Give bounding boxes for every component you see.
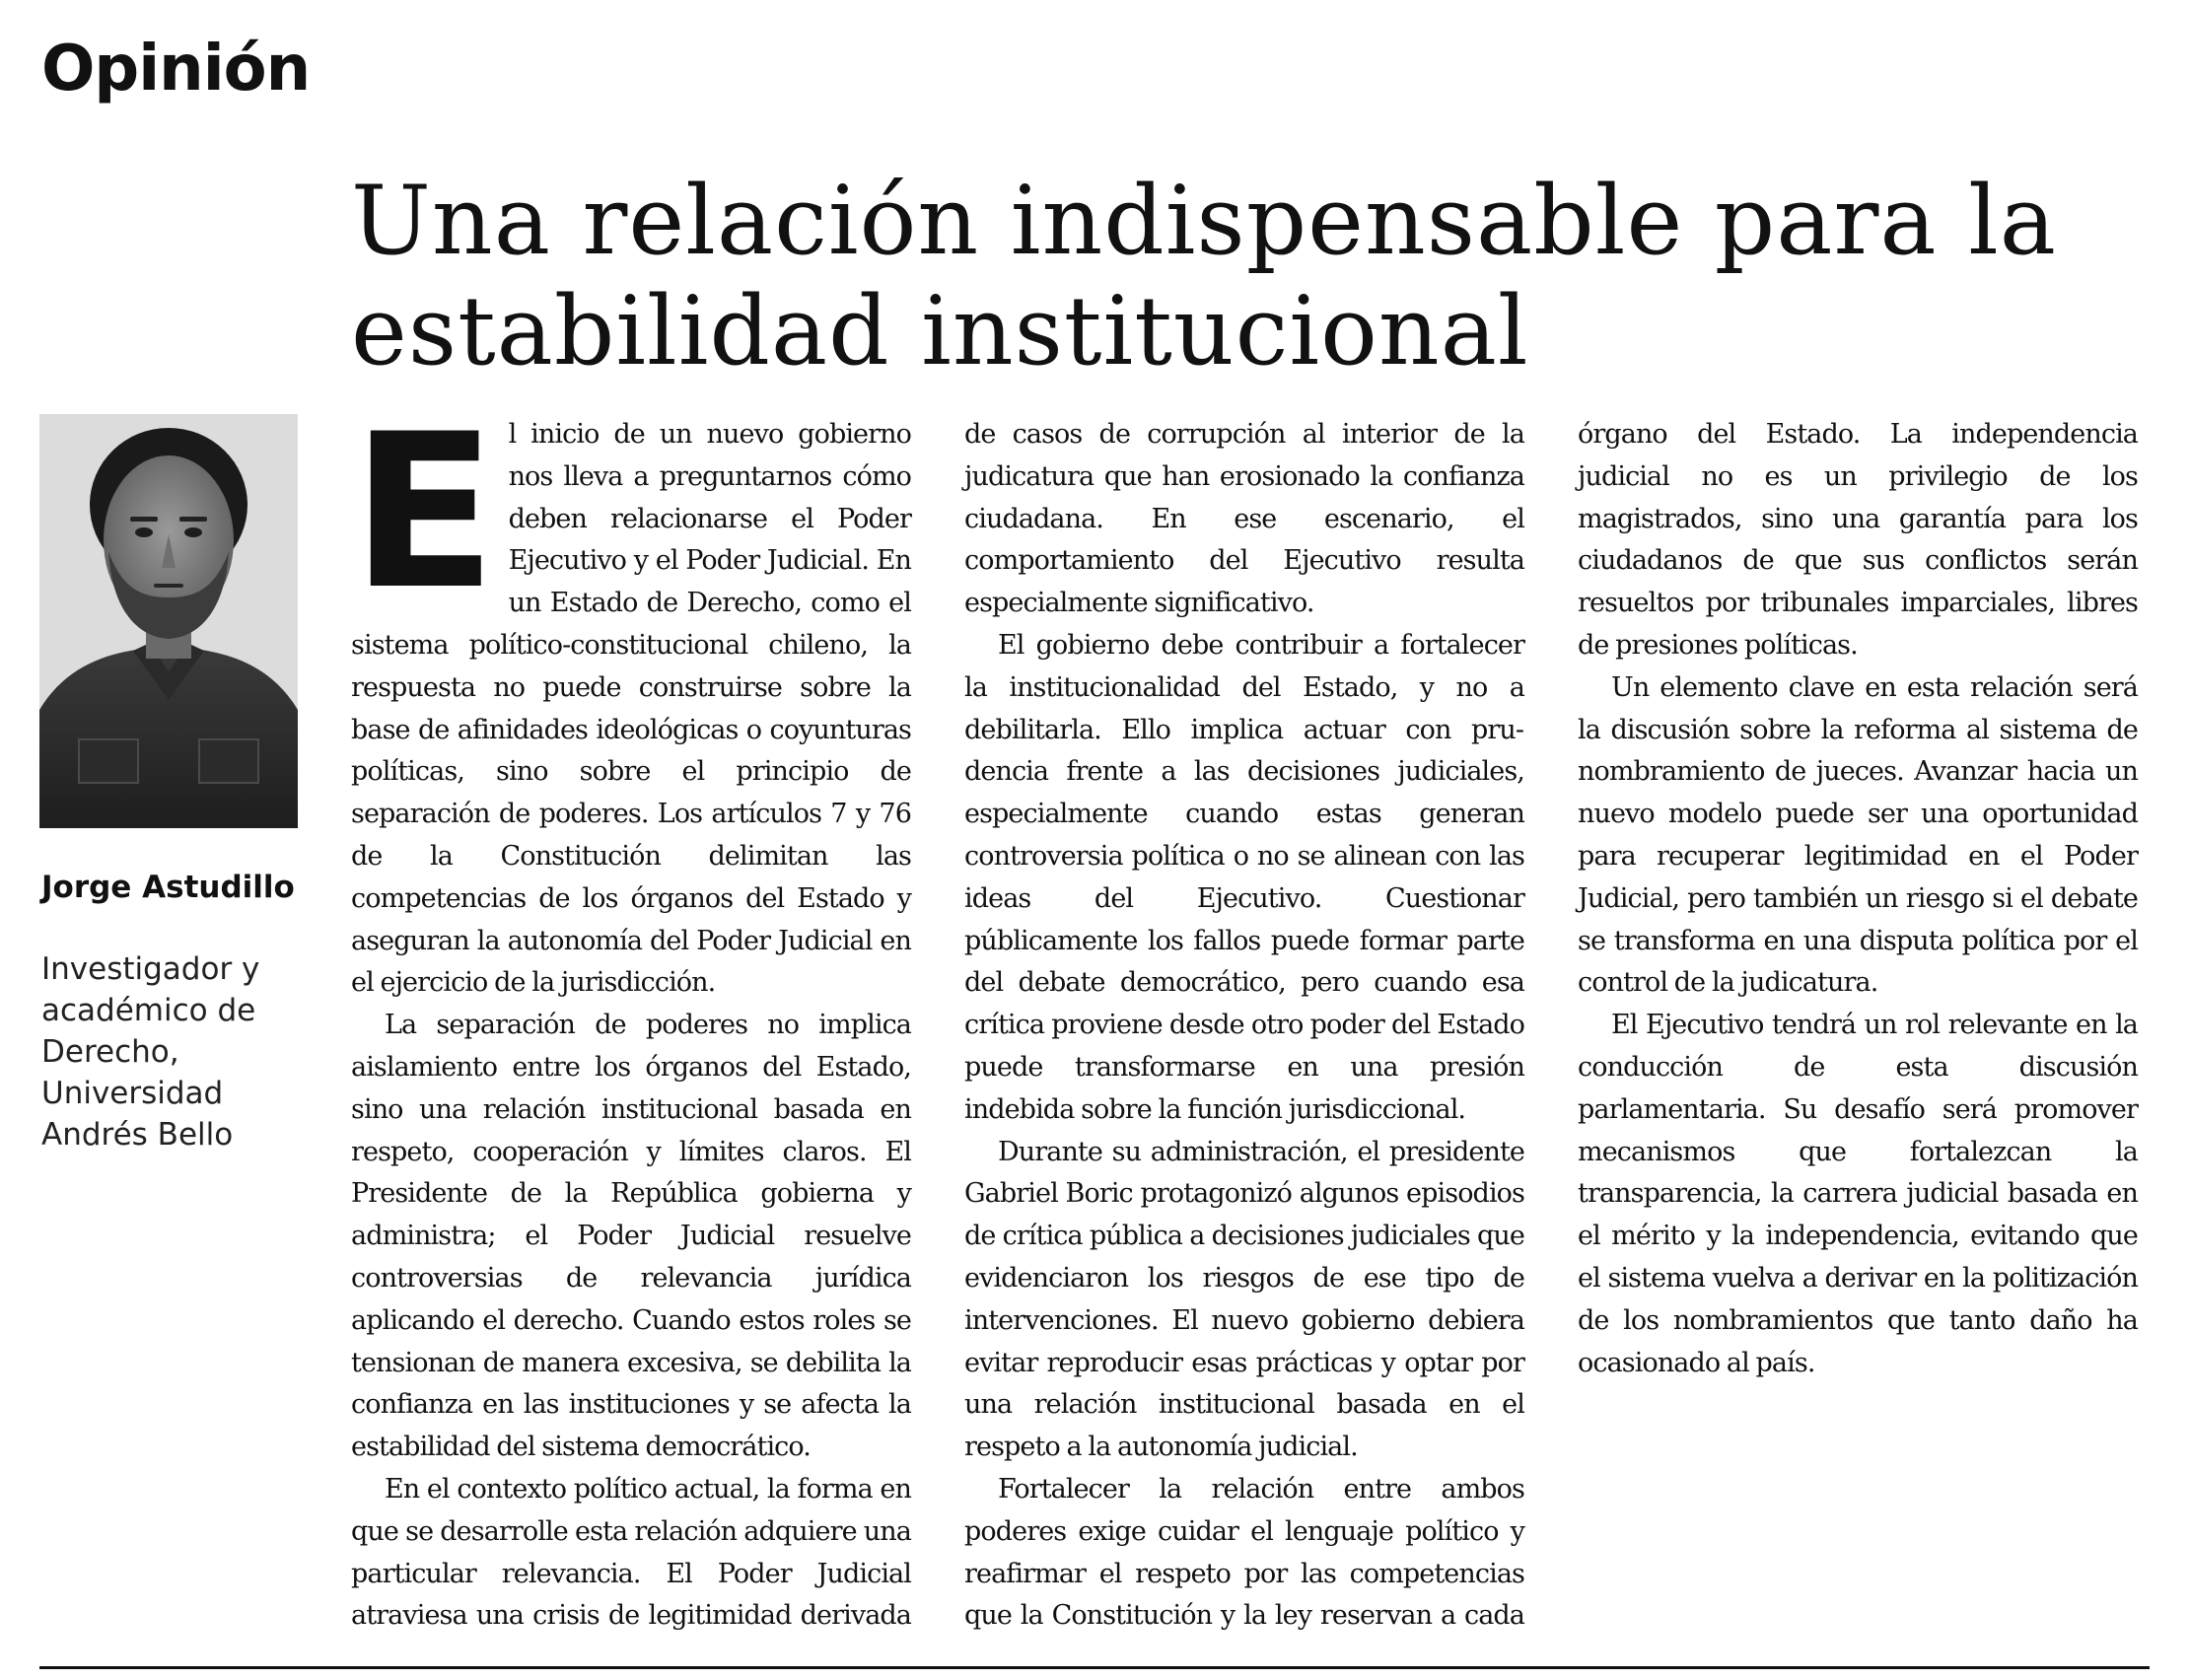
author-photo xyxy=(39,414,298,828)
article-paragraph: El gobierno debe contribuir a fortalecer la institucionalidad del Estado, y no a debilitarla. Ello implica actuar con prudencia frente a las decisiones judiciales, especialmente cuando estas generan controversia política o no se alinean con las ideas del Ejecutivo. Cuestionar públicamente los fallos puede formar parte del debate democrático, pero cuando esa crítica proviene desde otro poder del Estado puede transformarse en una presión indebida sobre la función jurisdiccional. xyxy=(964,629,1524,1125)
drop-cap: E xyxy=(351,388,497,636)
headline: Una relación indispensable para la estabilidad institucional xyxy=(351,166,2058,386)
lead-text: l inicio de un nuevo gobierno nos lleva a preguntarnos cómo deben relacionarse el Poder Ejecutivo y el Poder Judicial. En un Estado de Derecho, como el sistema político-constitucional chileno, la respuesta no puede construirse sobre la base de afinidades ideológicas o coyunturas políticas, sino sobre el principio de separación de poderes. Los artículos 7 y 76 de la Constitución delimitan las competencias de los órganos del Estado y aseguran la autonomía del Poder Judicial en el ejercicio de la jurisdicción. xyxy=(351,419,911,999)
article-paragraph: Durante su administración, el presidente Gabriel Boric protagonizó algunos episodios de crítica pública a decisiones judiciales que evidenciaron los riesgos de ese tipo de intervenciones. El nuevo gobierno debiera evitar reproducir esas prácticas y optar por una relación institucional basada en el respeto a la autonomía judicial. xyxy=(964,1136,1524,1463)
author-name: Jorge Astudillo xyxy=(41,870,295,905)
section-label: Opinión xyxy=(41,33,311,105)
article-paragraph: El Ejecutivo tendrá un rol relevante en la conducción de esta discusión parlamentaria. Su desafío será promover mecanismos que fortalezcan la transparencia, la carrera judicial basada en el mérito y la independencia, evitando que el sistema vuelva a derivar en la politización de los nombramientos que tanto daño ha ocasionado al país. xyxy=(1578,1010,2138,1378)
article-body xyxy=(351,388,2138,1642)
bottom-rule xyxy=(39,1666,2150,1669)
author-role: Investigador y académico de Derecho, Universidad Andrés Bello xyxy=(41,951,260,1153)
article-paragraph: En el contexto político actual, la forma en que se desarrolle esta relación adquiere una particular relevancia. El Poder Judicial atraviesa una crisis de legitimidad derivada de casos de corrupción al interior de la judicatura que han erosionado la confianza ciudadana. En ese escenario, el comportamiento del Ejecutivo resulta especialmente significativo. xyxy=(351,419,1524,1632)
article-paragraph: Un elemento clave en esta relación será la discusión sobre la reforma al sistema de nombramiento de jueces. Avanzar hacia un nuevo modelo puede ser una oportunidad para recuperar legitimidad en el Poder Judicial, pero también un riesgo si el debate se transforma en una disputa política por el control de la judicatura. xyxy=(1578,671,2138,999)
article-paragraph: Fortalecer la relación entre ambos poderes exige cuidar el lenguaje político y reafirmar el respeto por las competencias que la Constitución y la ley reservan a cada órgano del Estado. La independencia judicial no es un privilegio de los magistrados, sino una garantía para los ciudadanos de que sus conflictos serán resueltos por tribunales imparciales, libres de presiones políticas. xyxy=(964,419,2138,1632)
article-paragraph xyxy=(351,388,911,1005)
article-paragraph: La separación de poderes no implica aislamiento entre los órganos del Estado, sino una relación institucional basada en respeto, cooperación y límites claros. El Presidente de la República gobierna y administra; el Poder Judicial resuelve controversias de relevancia jurídica aplicando el derecho. Cuando estos roles se tensionan de manera excesiva, se debilita la confianza en las instituciones y se afecta la estabilidad del sistema democrático. xyxy=(351,1010,911,1463)
